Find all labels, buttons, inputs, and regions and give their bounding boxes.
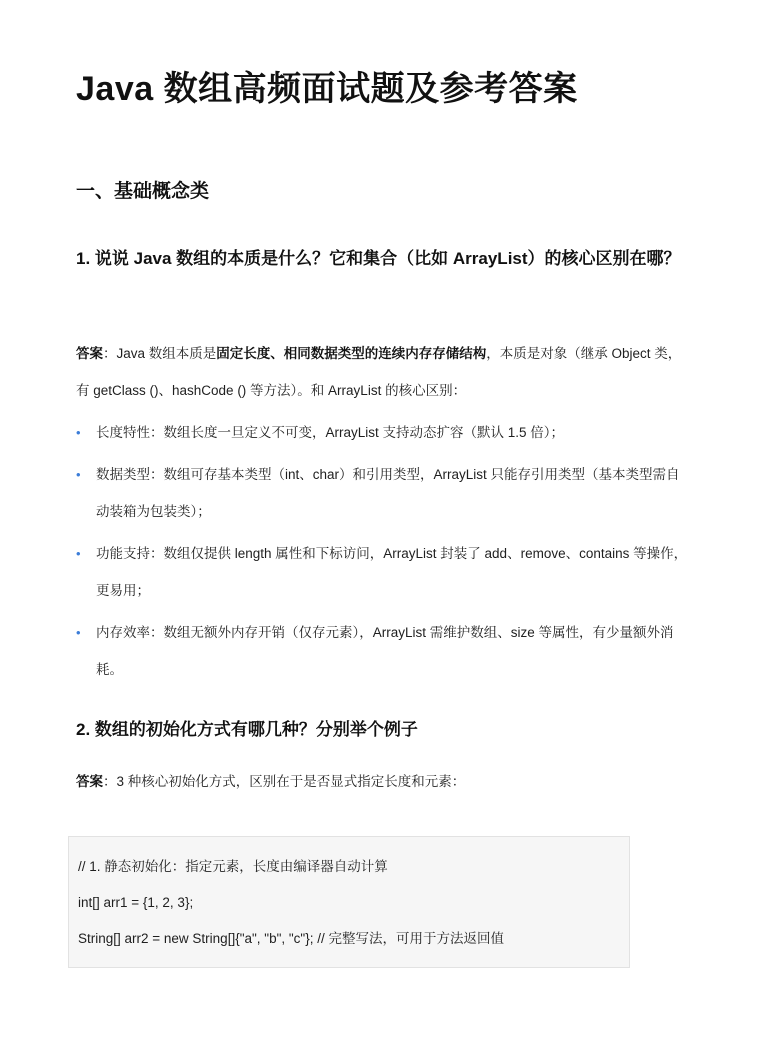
question-1-bullet-list bbox=[76, 414, 688, 693]
bullet-text: 内存效率：数组无额外内存开销（仅存元素），ArrayList 需维护数组、size 等属性，有少量额外消耗。 bbox=[96, 625, 674, 677]
question-1-answer bbox=[76, 335, 688, 409]
bullet-dot-icon: • bbox=[76, 625, 81, 640]
bullet-dot-icon: • bbox=[76, 425, 81, 440]
answer-label: 答案 bbox=[76, 774, 103, 789]
answer-separator: ： bbox=[103, 774, 117, 789]
bullet-item-functionality bbox=[76, 535, 688, 609]
document-title: Java 数组高频面试题及参考答案 bbox=[76, 70, 578, 108]
answer-text-post: ，本质是对象（继承 Object 类，有 getClass ()、hashCode () 等方法）。和 ArrayList 的核心区别： bbox=[76, 346, 682, 398]
answer-label: 答案 bbox=[76, 346, 103, 361]
bullet-dot-icon: • bbox=[76, 546, 81, 561]
answer-text-pre: Java 数组本质是 bbox=[116, 346, 217, 361]
code-line-comment: // 1. 静态初始化：指定元素，长度由编译器自动计算 bbox=[78, 859, 388, 874]
answer-text: 3 种核心初始化方式，区别在于是否显式指定长度和元素： bbox=[116, 774, 466, 789]
question-2-title: 2. 数组的初始化方式有哪几种？分别举个例子 bbox=[76, 720, 418, 739]
bullet-text: 长度特性：数组长度一旦定义不可变，ArrayList 支持动态扩容（默认 1.5 倍）； bbox=[96, 425, 565, 440]
code-block bbox=[68, 836, 630, 968]
bullet-item-length bbox=[76, 414, 688, 451]
question-2-answer bbox=[76, 763, 688, 800]
bullet-item-data-type bbox=[76, 456, 688, 530]
code-line-int-array: int[] arr1 = {1, 2, 3}; bbox=[78, 895, 194, 910]
bullet-text: 数据类型：数组可存基本类型（int、char）和引用类型，ArrayList 只能存引用类型（基本类型需自动装箱为包装类）； bbox=[96, 467, 680, 519]
bullet-text: 功能支持：数组仅提供 length 属性和下标访问，ArrayList 封装了 add、remove、contains 等操作，更易用； bbox=[96, 546, 688, 598]
code-line-string-array: String[] arr2 = new String[]{"a", "b", "c"}; // 完整写法，可用于方法返回值 bbox=[78, 931, 504, 946]
bullet-dot-icon: • bbox=[76, 467, 81, 482]
question-1-title: 1. 说说 Java 数组的本质是什么？它和集合（比如 ArrayList）的核心区别在哪？ bbox=[76, 249, 681, 268]
answer-separator: ： bbox=[103, 346, 117, 361]
section-heading: 一、基础概念类 bbox=[76, 181, 210, 202]
bullet-item-memory bbox=[76, 614, 688, 688]
answer-text-bold: 固定长度、相同数据类型的连续内存存储结构 bbox=[216, 346, 487, 361]
